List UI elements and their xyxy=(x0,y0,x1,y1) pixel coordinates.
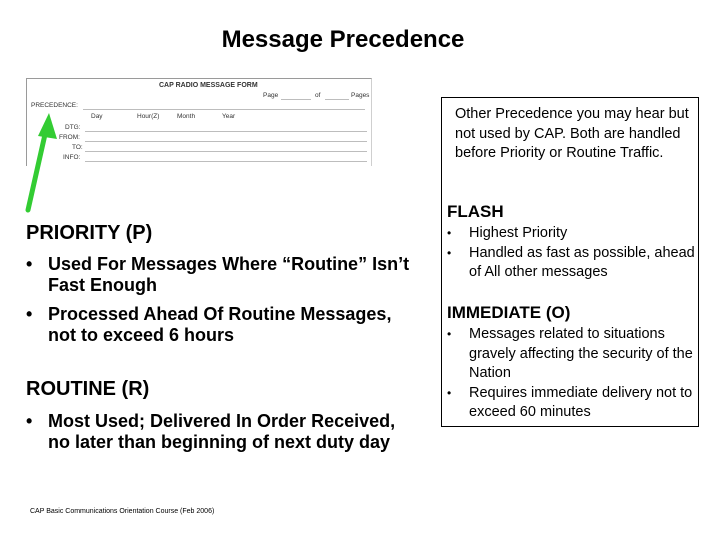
form-month-label: Month xyxy=(177,113,196,120)
form-dtg-label: DTG: xyxy=(65,124,81,131)
form-of-label: of xyxy=(315,92,321,99)
priority-heading: PRIORITY (P) xyxy=(26,222,153,244)
slide-title: Message Precedence xyxy=(221,26,465,53)
routine-list xyxy=(26,411,416,453)
form-to-label: TO: xyxy=(72,144,83,151)
list-item: • Messages related to situations gravely affecting the security of the Nation xyxy=(447,325,697,384)
form-from-label: FROM: xyxy=(59,134,80,141)
form-hour-label: Hour(Z) xyxy=(137,113,160,120)
list-item: • Requires immediate delivery not to exceed 60 minutes xyxy=(447,384,697,423)
form-info-label: INFO: xyxy=(63,154,81,161)
list-item: • Handled as fast as possible, ahead of All other messages xyxy=(447,244,697,283)
form-precedence-label: PRECEDENCE: xyxy=(31,102,78,109)
form-title: CAP RADIO MESSAGE FORM xyxy=(159,82,258,89)
form-page-label: Page xyxy=(263,92,279,99)
form-to-line xyxy=(85,151,367,152)
other-precedence-note: Other Precedence you may hear but not used by CAP. Both are handled before Priority or Routine Traffic. xyxy=(455,106,689,161)
list-item: • Processed Ahead Of Routine Messages, not to exceed 6 hours xyxy=(26,304,416,346)
form-dtg-line xyxy=(85,131,367,132)
slide-footer: CAP Basic Communications Orientation Course (Feb 2006) xyxy=(30,508,215,515)
form-from-line xyxy=(85,141,367,142)
form-page-line xyxy=(281,99,311,100)
form-of-line xyxy=(325,99,349,100)
list-item: • Most Used; Delivered In Order Received, no later than beginning of next duty day xyxy=(26,411,416,453)
list-item: • Used For Messages Where “Routine” Isn’t Fast Enough xyxy=(26,254,416,296)
form-info-line xyxy=(85,161,367,162)
routine-heading: ROUTINE (R) xyxy=(26,378,150,400)
immediate-list xyxy=(447,325,697,423)
immediate-heading: IMMEDIATE (O) xyxy=(447,303,571,322)
form-pages-label: Pages xyxy=(351,92,370,99)
form-day-label: Day xyxy=(91,113,103,120)
form-precedence-line xyxy=(83,109,365,110)
list-item: • Highest Priority xyxy=(447,224,697,244)
radio-message-form-excerpt xyxy=(26,78,372,166)
priority-list xyxy=(26,254,416,346)
flash-heading: FLASH xyxy=(447,202,504,221)
form-year-label: Year xyxy=(222,113,236,120)
flash-list xyxy=(447,224,697,283)
